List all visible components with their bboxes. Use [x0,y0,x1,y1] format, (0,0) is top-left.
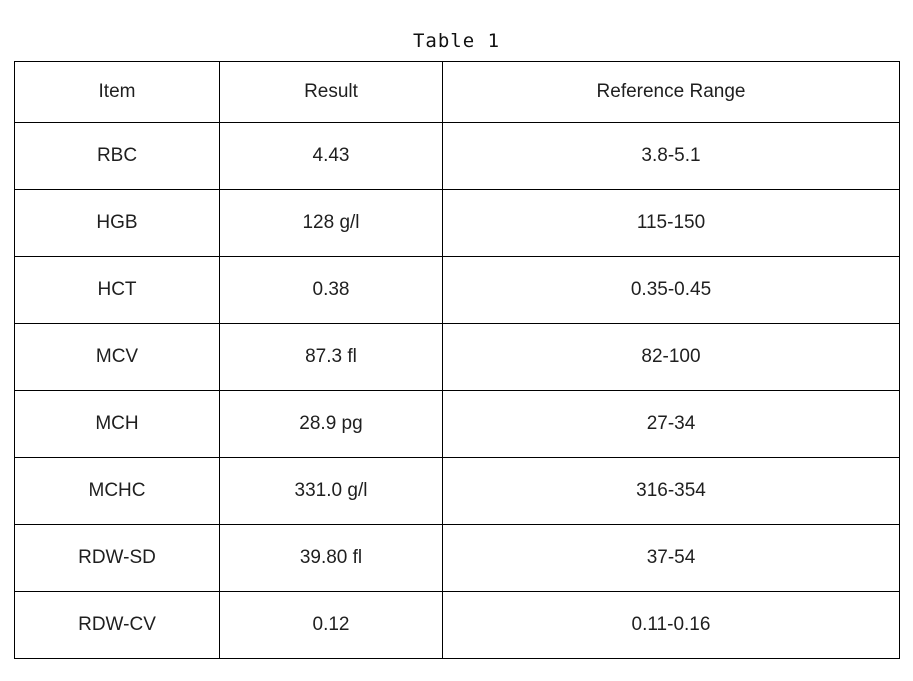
cell-item: MCH [15,391,220,458]
table-row [15,190,900,257]
column-header-reference-range: Reference Range [443,62,900,123]
cell-reference: 316-354 [443,458,900,525]
cell-reference: 37-54 [443,525,900,592]
cell-result: 87.3 fl [220,324,443,391]
cell-result: 39.80 fl [220,525,443,592]
cell-item: MCV [15,324,220,391]
table-header-row [15,62,900,123]
cell-item: HCT [15,257,220,324]
table-container [0,61,913,659]
column-header-item: Item [15,62,220,123]
table-row [15,391,900,458]
cell-item: RDW-CV [15,592,220,659]
cell-item: HGB [15,190,220,257]
cell-reference: 27-34 [443,391,900,458]
cell-reference: 0.11-0.16 [443,592,900,659]
cell-reference: 115-150 [443,190,900,257]
cell-result: 0.12 [220,592,443,659]
cell-reference: 82-100 [443,324,900,391]
cell-result: 4.43 [220,123,443,190]
cell-reference: 0.35-0.45 [443,257,900,324]
cell-result: 0.38 [220,257,443,324]
cell-item: MCHC [15,458,220,525]
table-row [15,257,900,324]
lab-results-table [14,61,900,659]
cell-item: RDW-SD [15,525,220,592]
column-header-result: Result [220,62,443,123]
table-row [15,525,900,592]
table-caption: Table 1 [412,30,501,52]
cell-reference: 3.8-5.1 [443,123,900,190]
cell-result: 331.0 g/l [220,458,443,525]
cell-item: RBC [15,123,220,190]
table-row [15,123,900,190]
table-row [15,592,900,659]
table-row [15,458,900,525]
cell-result: 128 g/l [220,190,443,257]
table-header [15,62,900,123]
cell-result: 28.9 pg [220,391,443,458]
table-body [15,123,900,659]
table-row [15,324,900,391]
